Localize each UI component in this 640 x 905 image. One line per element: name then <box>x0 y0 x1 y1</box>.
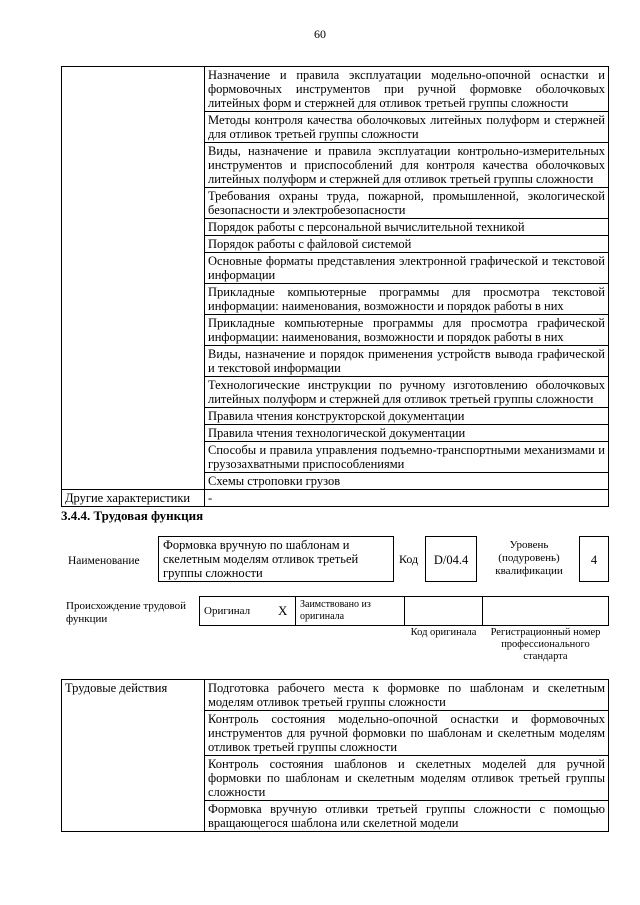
original-box <box>199 596 296 626</box>
code-box <box>425 536 477 582</box>
actions-table <box>61 679 609 832</box>
actions-label: Трудовые действия <box>62 680 205 832</box>
level-value: 4 <box>590 553 598 567</box>
reg-number-box <box>482 596 609 626</box>
knowledge-item: Схемы строповки грузов <box>205 473 609 490</box>
table-row <box>62 490 609 507</box>
table-row <box>62 680 609 711</box>
other-characteristics-value: - <box>205 490 609 507</box>
code-value: D/04.4 <box>433 553 469 567</box>
section-title: 3.4.4. Трудовая функция <box>61 508 204 523</box>
page-number: 60 <box>314 27 326 41</box>
knowledge-item: Порядок работы с персональной вычислительной техникой <box>205 219 609 236</box>
borrowed-label: Заимствовано из оригинала <box>300 599 371 622</box>
knowledge-item: Методы контроля качества оболочковых литейных полуформ и стержней для отливок третьей группы сложности <box>205 112 609 143</box>
knowledge-item: Виды, назначение и правила эксплуатации контрольно-измерительных инструментов и приспособлений для контроля качества оболочковых литейных полуформ и стержней для отливок третьей группы сложности <box>205 143 609 188</box>
knowledge-item: Порядок работы с файловой системой <box>205 236 609 253</box>
knowledge-label-cell <box>62 67 205 490</box>
action-item: Контроль состояния модельно-опочной оснастки и формовочных инструментов для ручной формовки по шаблонам и скелетным моделям отливок третьей группы сложности <box>205 711 609 756</box>
knowledge-item: Основные форматы представления электронной графической и текстовой информации <box>205 253 609 284</box>
function-name-box <box>158 536 394 582</box>
other-characteristics-label: Другие характеристики <box>62 490 205 507</box>
original-label: Оригинал <box>204 605 251 617</box>
orig-code-label: Код оригинала <box>410 627 477 638</box>
reg-number-label: Регистрационный номер профессионального стандарта <box>490 627 601 662</box>
level-box <box>579 536 609 582</box>
knowledge-item: Прикладные компьютерные программы для просмотра текстовой информации: наименования, возможности и порядок работы в них <box>205 284 609 315</box>
table-row <box>62 67 609 112</box>
name-label: Наименование <box>68 555 140 567</box>
origin-label: Происхождение трудовой функции <box>66 600 187 625</box>
level-label: Уровень (подуровень) квалификации <box>495 539 563 577</box>
code-label: Код <box>399 552 419 566</box>
action-item: Подготовка рабочего места к формовке по шаблонам и скелетным моделям отливок третьей группы сложности <box>205 680 609 711</box>
borrowed-box <box>295 596 405 626</box>
knowledge-item: Правила чтения технологической документации <box>205 425 609 442</box>
knowledge-item: Способы и правила управления подъемно-транспортными механизмами и грузозахватными приспособлениями <box>205 442 609 473</box>
orig-code-box <box>404 596 483 626</box>
knowledge-item: Правила чтения конструкторской документации <box>205 408 609 425</box>
original-mark: X <box>278 603 288 618</box>
knowledge-item: Назначение и правила эксплуатации модельно-опочной оснастки и формовочных инструментов при ручной формовке оболочковых литейных форм и стержней для отливок третьей группы сложности <box>205 67 609 112</box>
action-item: Контроль состояния шаблонов и скелетных моделей для ручной формовки по шаблонам и скелетным моделям отливок третьей группы сложности <box>205 756 609 801</box>
knowledge-item: Требования охраны труда, пожарной, промышленной, экологической безопасности и электробезопасности <box>205 188 609 219</box>
knowledge-item: Виды, назначение и порядок применения устройств вывода графической и текстовой информации <box>205 346 609 377</box>
function-name-value: Формовка вручную по шаблонам и скелетным моделям отливок третьей группы сложности <box>163 538 359 580</box>
knowledge-item: Прикладные компьютерные программы для просмотра графической информации: наименования, возможности и порядок работы в них <box>205 315 609 346</box>
knowledge-table <box>61 66 609 507</box>
action-item: Формовка вручную отливки третьей группы сложности с помощью вращающегося шаблона или скелетной модели <box>205 801 609 832</box>
knowledge-item: Технологические инструкции по ручному изготовлению оболочковых литейных полуформ и стержней для отливок третьей группы сложности <box>205 377 609 408</box>
